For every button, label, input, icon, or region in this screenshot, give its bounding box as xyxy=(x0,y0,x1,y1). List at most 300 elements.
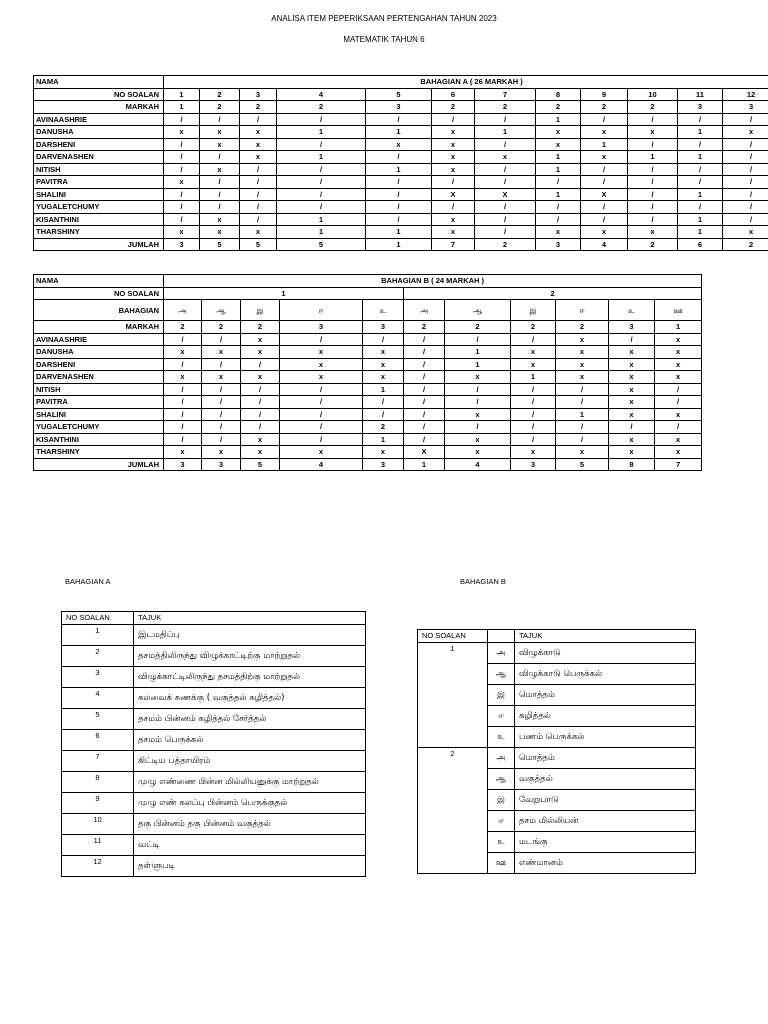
mark-cell: / xyxy=(581,176,628,189)
topic-number: 12 xyxy=(62,856,134,877)
topic-number: 11 xyxy=(62,835,134,856)
mark-cell: x xyxy=(363,346,404,359)
jumlah-value: 6 xyxy=(678,238,723,251)
jumlah-value: 3 xyxy=(363,458,404,471)
part-letter: உ xyxy=(488,832,515,853)
jumlah-value: 5 xyxy=(200,238,240,251)
mark-cell: x xyxy=(432,226,475,239)
markah-value: 2 xyxy=(556,321,609,334)
mark-cell: / xyxy=(511,421,556,434)
mark-cell: 1 xyxy=(366,126,432,139)
mark-cell: x xyxy=(202,446,241,459)
mark-cell: / xyxy=(164,188,200,201)
topic-title: முழு எண்ணை பின்ன மில்லியனுக்கு மாற்றுதல் xyxy=(134,772,366,793)
mark-cell: x xyxy=(240,151,277,164)
mark-cell: / xyxy=(366,213,432,226)
mark-cell: x xyxy=(240,226,277,239)
markah-value: 2 xyxy=(445,321,511,334)
mark-cell: / xyxy=(164,213,200,226)
topic-title: மொத்தம் xyxy=(515,685,696,706)
mark-cell: / xyxy=(277,201,366,214)
topic-title: தள்ளுபடி xyxy=(134,856,366,877)
mark-cell: x xyxy=(445,371,511,384)
topic-title: கிட்டிய பத்தாயிரம் xyxy=(134,751,366,772)
mark-cell: / xyxy=(628,113,678,126)
student-name: DANUSHA xyxy=(34,126,164,139)
mark-cell: / xyxy=(445,421,511,434)
mark-cell: / xyxy=(511,408,556,421)
question-number: 7 xyxy=(475,88,536,101)
markah-value: 3 xyxy=(280,321,363,334)
mark-cell: / xyxy=(164,163,200,176)
mark-cell: 1 xyxy=(581,138,628,151)
mark-cell: x xyxy=(511,358,556,371)
section-b-table xyxy=(33,274,702,471)
jumlah-label: JUMLAH xyxy=(34,458,164,471)
mark-cell: / xyxy=(241,408,280,421)
mark-cell: x xyxy=(240,138,277,151)
mark-cell: x xyxy=(536,226,581,239)
student-name: THARSHINY xyxy=(34,226,164,239)
mark-cell: x xyxy=(581,226,628,239)
mark-cell: x xyxy=(164,226,200,239)
mark-cell: / xyxy=(363,408,404,421)
part-letter: உ xyxy=(609,300,655,321)
mark-cell: 1 xyxy=(445,358,511,371)
mark-cell: x xyxy=(280,446,363,459)
student-name: PAVITRA xyxy=(34,396,164,409)
mark-cell: x xyxy=(164,346,202,359)
jumlah-value: 3 xyxy=(164,458,202,471)
part-letter: உ xyxy=(488,727,515,748)
student-row xyxy=(34,371,702,384)
mark-cell: / xyxy=(536,213,581,226)
mark-cell: / xyxy=(404,371,445,384)
topic-row xyxy=(62,772,366,793)
topic-title: முழு எண் கலப்பு பின்னம் பெருக்குதல் xyxy=(134,793,366,814)
topic-row xyxy=(62,646,366,667)
mark-cell: x xyxy=(723,126,768,139)
markah-value: 2 xyxy=(432,101,475,114)
topic-number: 5 xyxy=(62,709,134,730)
mark-cell: x xyxy=(202,371,241,384)
question-number: 1 xyxy=(418,643,488,748)
topics-b-label: BAHAGIAN B xyxy=(460,577,506,586)
mark-cell: 1 xyxy=(277,151,366,164)
topics-b-table xyxy=(417,629,696,874)
mark-cell: x xyxy=(241,371,280,384)
mark-cell: x xyxy=(628,126,678,139)
mark-cell: / xyxy=(202,433,241,446)
mark-cell: x xyxy=(445,433,511,446)
mark-cell: / xyxy=(164,201,200,214)
mark-cell: x xyxy=(556,346,609,359)
student-row xyxy=(34,433,702,446)
student-name: NITISH xyxy=(34,163,164,176)
student-row xyxy=(34,213,768,226)
mark-cell: X xyxy=(475,188,536,201)
mark-cell: / xyxy=(404,358,445,371)
mark-cell: 1 xyxy=(277,213,366,226)
mark-cell: x xyxy=(581,151,628,164)
jumlah-value: 2 xyxy=(475,238,536,251)
topic-title: விழுக்காடு பெருக்கல் xyxy=(515,664,696,685)
jumlah-value: 2 xyxy=(628,238,678,251)
topic-row xyxy=(418,643,696,664)
student-name: DARVENASHEN xyxy=(34,151,164,164)
student-name: DANUSHA xyxy=(34,346,164,359)
mark-cell: / xyxy=(202,333,241,346)
mark-cell: / xyxy=(200,176,240,189)
topic-number: 10 xyxy=(62,814,134,835)
student-row xyxy=(34,176,768,189)
col-part xyxy=(488,630,515,643)
mark-cell: x xyxy=(609,446,655,459)
mark-cell: / xyxy=(240,163,277,176)
mark-cell: / xyxy=(240,213,277,226)
markah-row xyxy=(34,101,768,114)
student-row xyxy=(34,201,768,214)
mark-cell: / xyxy=(277,138,366,151)
jumlah-value: 3 xyxy=(511,458,556,471)
mark-cell: X xyxy=(581,188,628,201)
mark-cell: / xyxy=(240,188,277,201)
markah-value: 3 xyxy=(609,321,655,334)
part-letter: இ xyxy=(488,685,515,706)
mark-cell: 1 xyxy=(628,151,678,164)
mark-cell: 1 xyxy=(366,163,432,176)
mark-cell: / xyxy=(404,333,445,346)
part-letter: ஆ xyxy=(488,664,515,685)
mark-cell: 1 xyxy=(678,126,723,139)
markah-value: 3 xyxy=(723,101,768,114)
mark-cell: x xyxy=(655,333,702,346)
student-name: NITISH xyxy=(34,383,164,396)
topic-title: கழித்தல் xyxy=(515,706,696,727)
page-subtitle: MATEMATIK TAHUN 6 xyxy=(343,35,425,44)
student-name: THARSHINY xyxy=(34,446,164,459)
markah-value: 2 xyxy=(277,101,366,114)
mark-cell: / xyxy=(556,421,609,434)
question-number: 12 xyxy=(723,88,768,101)
mark-cell: / xyxy=(202,421,241,434)
jumlah-value: 5 xyxy=(240,238,277,251)
student-row xyxy=(34,333,702,346)
mark-cell: x xyxy=(655,346,702,359)
mark-cell: / xyxy=(404,396,445,409)
mark-cell: / xyxy=(363,333,404,346)
jumlah-value: 5 xyxy=(277,238,366,251)
topic-row xyxy=(418,748,696,769)
part-letter: இ xyxy=(241,300,280,321)
mark-cell: / xyxy=(164,151,200,164)
part-letter: அ xyxy=(404,300,445,321)
mark-cell: / xyxy=(678,138,723,151)
part-letter: ஊ xyxy=(488,853,515,874)
markah-value: 3 xyxy=(363,321,404,334)
question-1: 1 xyxy=(164,287,404,300)
student-row xyxy=(34,383,702,396)
jumlah-value: 3 xyxy=(202,458,241,471)
part-letter: இ xyxy=(488,790,515,811)
markah-value: 2 xyxy=(628,101,678,114)
topic-title: இடமதிப்பு xyxy=(134,625,366,646)
mark-cell: x xyxy=(363,358,404,371)
part-letter: ஆ xyxy=(445,300,511,321)
mark-cell: / xyxy=(723,113,768,126)
mark-cell: 1 xyxy=(511,371,556,384)
header-row xyxy=(418,630,696,643)
mark-cell: x xyxy=(475,151,536,164)
topic-number: 7 xyxy=(62,751,134,772)
jumlah-value: 1 xyxy=(366,238,432,251)
markah-value: 2 xyxy=(202,321,241,334)
student-name: AVINAASHRIE xyxy=(34,113,164,126)
mark-cell: x xyxy=(511,446,556,459)
mark-cell: 1 xyxy=(536,163,581,176)
mark-cell: x xyxy=(609,408,655,421)
mark-cell: x xyxy=(164,371,202,384)
mark-cell: / xyxy=(556,383,609,396)
mark-cell: 1 xyxy=(678,213,723,226)
mark-cell: / xyxy=(241,396,280,409)
jumlah-value: 7 xyxy=(432,238,475,251)
mark-cell: x xyxy=(609,358,655,371)
mark-cell: / xyxy=(511,396,556,409)
part-letter: அ xyxy=(488,643,515,664)
jumlah-value: 8 xyxy=(609,458,655,471)
mark-cell: x xyxy=(723,226,768,239)
mark-cell: / xyxy=(723,138,768,151)
jumlah-value: 1 xyxy=(404,458,445,471)
mark-cell: / xyxy=(723,163,768,176)
mark-cell: / xyxy=(511,333,556,346)
topic-title: கலவைக் கணக்கு ( வகுத்தல் கழித்தல்) xyxy=(134,688,366,709)
mark-cell: / xyxy=(581,213,628,226)
mark-cell: / xyxy=(628,138,678,151)
mark-cell: x xyxy=(164,446,202,459)
mark-cell: / xyxy=(202,408,241,421)
question-row xyxy=(34,88,768,101)
mark-cell: / xyxy=(164,333,202,346)
markah-row xyxy=(34,321,702,334)
topic-title: வேறுபாடு xyxy=(515,790,696,811)
student-name: SHALINI xyxy=(34,408,164,421)
mark-cell: x xyxy=(241,333,280,346)
markah-value: 2 xyxy=(511,321,556,334)
mark-cell: x xyxy=(241,446,280,459)
mark-cell: x xyxy=(363,371,404,384)
part-letter: ஈ xyxy=(488,706,515,727)
mark-cell: x xyxy=(200,126,240,139)
mark-cell: x xyxy=(609,433,655,446)
mark-cell: / xyxy=(200,151,240,164)
part-letter: ஈ xyxy=(488,811,515,832)
part-letter: ஈ xyxy=(280,300,363,321)
student-row xyxy=(34,346,702,359)
mark-cell: / xyxy=(723,151,768,164)
markah-value: 2 xyxy=(200,101,240,114)
topic-number: 2 xyxy=(62,646,134,667)
student-name: DARSHENI xyxy=(34,138,164,151)
mark-cell: / xyxy=(475,113,536,126)
topic-row xyxy=(62,793,366,814)
jumlah-value: 3 xyxy=(164,238,200,251)
question-number: 10 xyxy=(628,88,678,101)
topic-row xyxy=(62,667,366,688)
topic-row xyxy=(62,688,366,709)
mark-cell: x xyxy=(609,396,655,409)
topic-title: தகு பின்னம் தகு பின்னம் வகுத்தல் xyxy=(134,814,366,835)
question-number: 8 xyxy=(536,88,581,101)
topic-title: மொத்தம் xyxy=(515,748,696,769)
mark-cell: / xyxy=(404,433,445,446)
mark-cell: x xyxy=(280,358,363,371)
markah-value: 2 xyxy=(404,321,445,334)
topic-row xyxy=(62,709,366,730)
mark-cell: x xyxy=(164,176,200,189)
mark-cell: / xyxy=(200,113,240,126)
part-letter: இ xyxy=(511,300,556,321)
mark-cell: / xyxy=(628,201,678,214)
mark-cell: / xyxy=(366,176,432,189)
question-number: 6 xyxy=(432,88,475,101)
mark-cell: / xyxy=(164,421,202,434)
question-row xyxy=(34,287,702,300)
mark-cell: / xyxy=(556,433,609,446)
mark-cell: 1 xyxy=(678,188,723,201)
header-row xyxy=(62,612,366,625)
mark-cell: / xyxy=(445,396,511,409)
mark-cell: / xyxy=(240,201,277,214)
mark-cell: / xyxy=(202,358,241,371)
markah-label: MARKAH xyxy=(34,321,164,334)
mark-cell: x xyxy=(432,213,475,226)
mark-cell: x xyxy=(536,138,581,151)
mark-cell: x xyxy=(536,126,581,139)
topic-number: 8 xyxy=(62,772,134,793)
jumlah-value: 5 xyxy=(241,458,280,471)
mark-cell: / xyxy=(723,213,768,226)
question-number: 3 xyxy=(240,88,277,101)
col-tajuk: TAJUK xyxy=(515,630,696,643)
topic-number: 1 xyxy=(62,625,134,646)
col-no-soalan: NO SOALAN xyxy=(62,612,134,625)
markah-value: 2 xyxy=(240,101,277,114)
markah-value: 2 xyxy=(241,321,280,334)
jumlah-row xyxy=(34,238,768,251)
mark-cell: / xyxy=(164,358,202,371)
mark-cell: 1 xyxy=(277,126,366,139)
mark-cell: / xyxy=(277,113,366,126)
nama-header: NAMA xyxy=(34,275,164,288)
student-name: DARVENASHEN xyxy=(34,371,164,384)
mark-cell: / xyxy=(609,421,655,434)
mark-cell: / xyxy=(366,113,432,126)
markah-value: 3 xyxy=(366,101,432,114)
topic-title: வகுத்தல் xyxy=(515,769,696,790)
mark-cell: / xyxy=(241,383,280,396)
topic-row xyxy=(62,730,366,751)
student-name: KISANTHINI xyxy=(34,213,164,226)
question-number: 1 xyxy=(164,88,200,101)
markah-value: 2 xyxy=(536,101,581,114)
mark-cell: / xyxy=(475,138,536,151)
mark-cell: 1 xyxy=(556,408,609,421)
page-title: ANALISA ITEM PEPERIKSAAN PERTENGAHAN TAHUN 2023 xyxy=(271,14,497,23)
topic-number: 6 xyxy=(62,730,134,751)
mark-cell: / xyxy=(655,396,702,409)
mark-cell: / xyxy=(200,201,240,214)
mark-cell: / xyxy=(404,346,445,359)
mark-cell: x xyxy=(432,163,475,176)
student-row xyxy=(34,188,768,201)
col-no-soalan: NO SOALAN xyxy=(418,630,488,643)
mark-cell: / xyxy=(241,421,280,434)
mark-cell: x xyxy=(556,371,609,384)
mark-cell: X xyxy=(432,188,475,201)
mark-cell: / xyxy=(475,176,536,189)
mark-cell: / xyxy=(404,408,445,421)
topics-a-label: BAHAGIAN A xyxy=(65,577,111,586)
student-row xyxy=(34,163,768,176)
header-row xyxy=(34,275,702,288)
part-letter: அ xyxy=(488,748,515,769)
mark-cell: 1 xyxy=(363,433,404,446)
mark-cell: x xyxy=(655,433,702,446)
mark-cell: x xyxy=(581,126,628,139)
section-a-heading: BAHAGIAN A ( 26 MARKAH ) xyxy=(164,76,768,89)
mark-cell: x xyxy=(556,358,609,371)
mark-cell: x xyxy=(202,346,241,359)
jumlah-value: 5 xyxy=(556,458,609,471)
topic-row xyxy=(62,814,366,835)
part-letter: அ xyxy=(164,300,202,321)
mark-cell: x xyxy=(609,383,655,396)
mark-cell: x xyxy=(556,446,609,459)
mark-cell: / xyxy=(678,201,723,214)
student-name: YUGALETCHUMY xyxy=(34,201,164,214)
mark-cell: / xyxy=(164,383,202,396)
mark-cell: x xyxy=(200,138,240,151)
mark-cell: 1 xyxy=(536,113,581,126)
mark-cell: / xyxy=(556,396,609,409)
markah-label: MARKAH xyxy=(34,101,164,114)
section-a-table xyxy=(33,75,768,251)
question-number: 9 xyxy=(581,88,628,101)
mark-cell: / xyxy=(164,408,202,421)
jumlah-value: 7 xyxy=(655,458,702,471)
mark-cell: / xyxy=(241,358,280,371)
mark-cell: 1 xyxy=(678,226,723,239)
mark-cell: x xyxy=(200,163,240,176)
mark-cell: x xyxy=(609,371,655,384)
mark-cell: x xyxy=(363,446,404,459)
mark-cell: / xyxy=(366,201,432,214)
jumlah-value: 4 xyxy=(581,238,628,251)
student-row xyxy=(34,421,702,434)
markah-value: 3 xyxy=(678,101,723,114)
mark-cell: x xyxy=(511,346,556,359)
jumlah-row xyxy=(34,458,702,471)
mark-cell: / xyxy=(240,176,277,189)
student-row xyxy=(34,396,702,409)
mark-cell: / xyxy=(536,176,581,189)
student-row xyxy=(34,138,768,151)
student-row xyxy=(34,408,702,421)
mark-cell: / xyxy=(655,383,702,396)
mark-cell: / xyxy=(536,201,581,214)
